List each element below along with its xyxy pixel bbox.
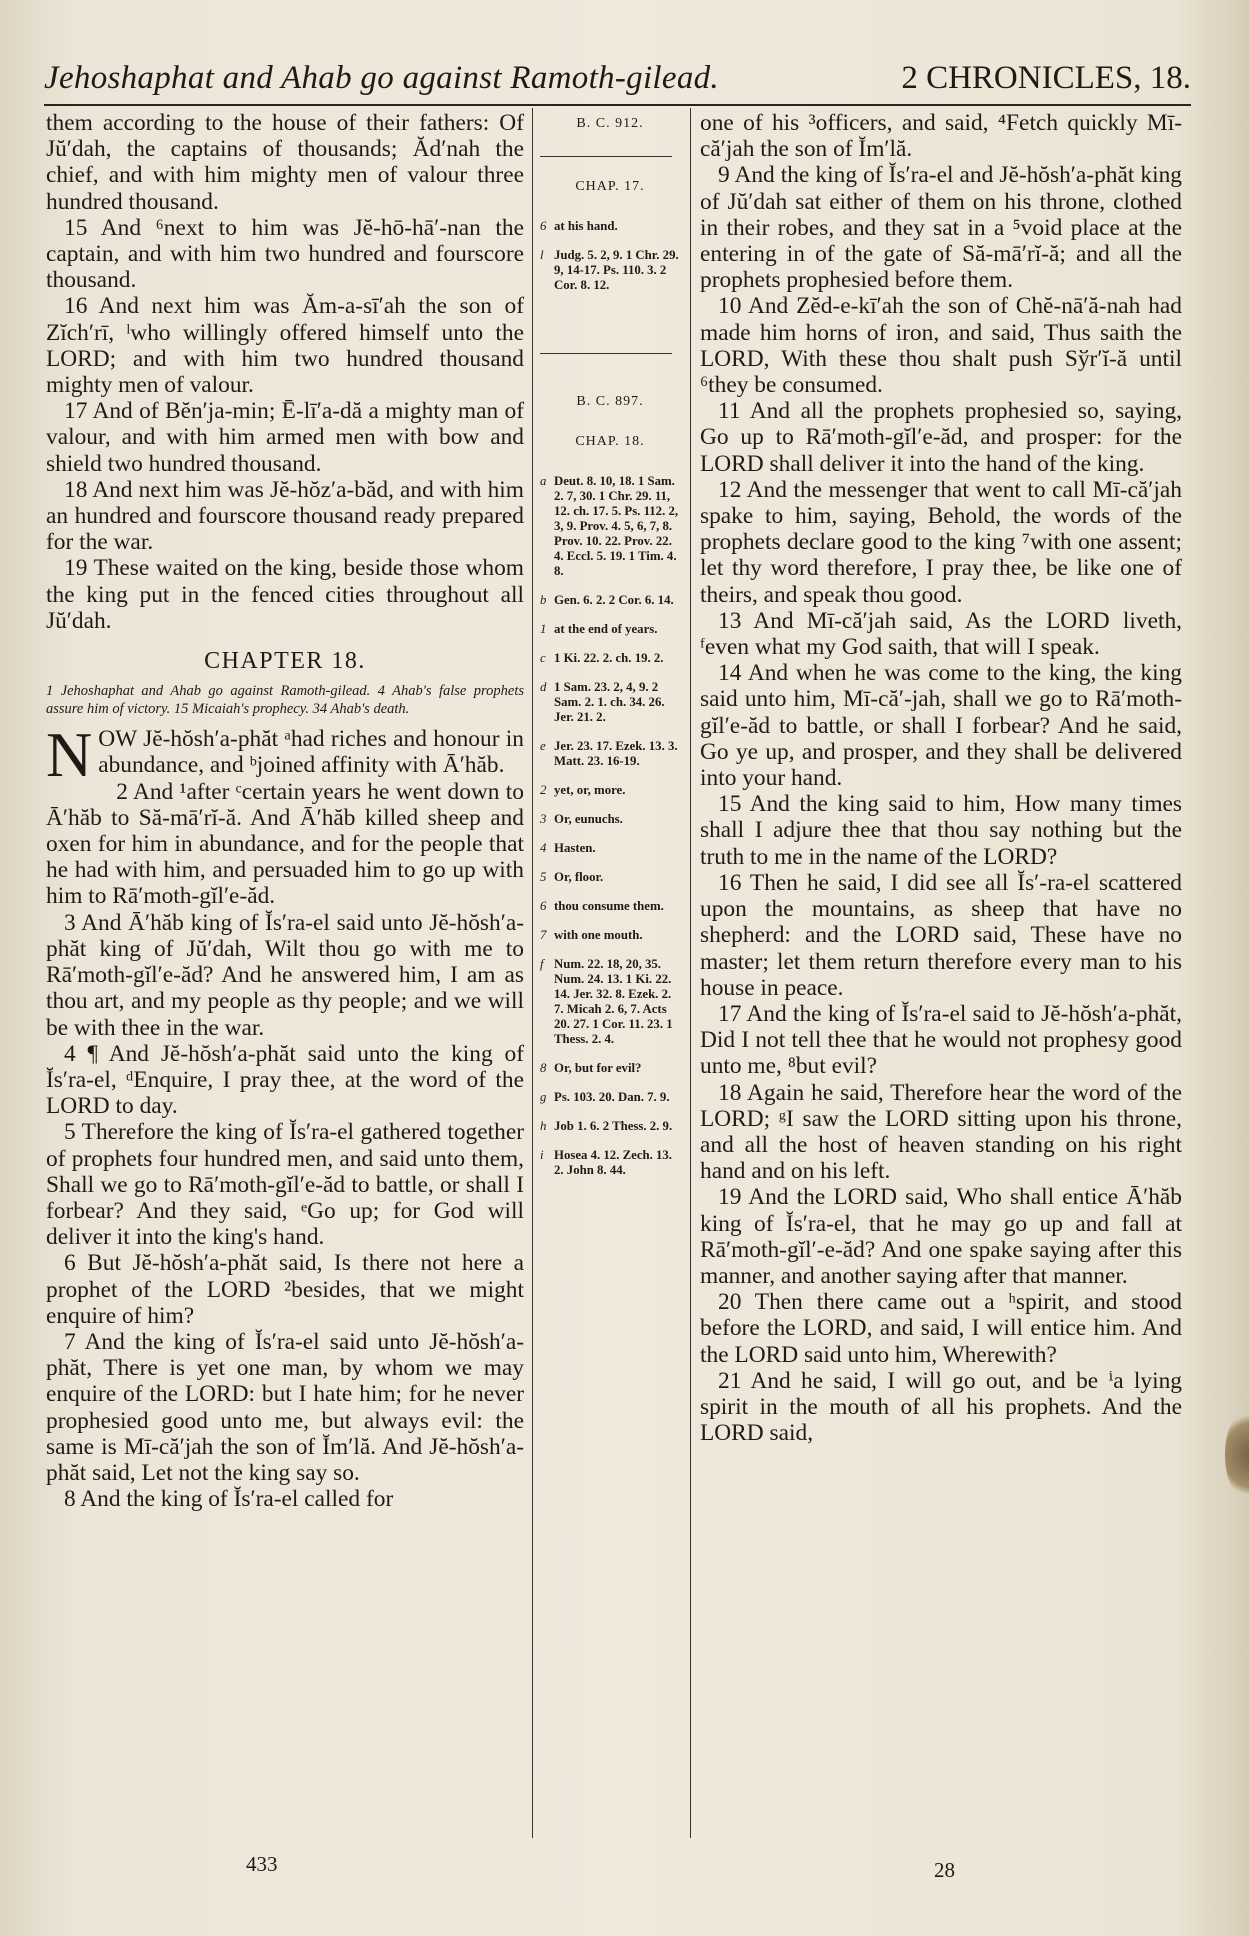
page-edge-stain (1225, 1410, 1249, 1500)
verse: 15 And the king said to him, How many times shall I adjure thee that thou say nothing but the truth to me in the name of the LORD? (700, 791, 1182, 870)
note-text: at the end of years. (554, 622, 658, 636)
ref-note (540, 1061, 680, 1076)
ref-note (540, 622, 680, 637)
note-text: with one mouth. (554, 928, 643, 942)
verse: 11 And all the prophets prophesied so, saying, Go up to Rā′moth-gĭl′e-ăd, and prosper: for the LORD shall deliver it into the hand of the king. (700, 398, 1182, 477)
chap-heading: CHAP. 18. (575, 434, 645, 449)
note-mark: g (540, 1090, 547, 1104)
ref-note (540, 1148, 680, 1178)
verse: 5 Therefore the king of Ĭs′ra-el gathered together of prophets four hundred men, and said unto them, Shall we go to Rā′moth-gĭl′e-ăd to battle, or shall I forbear? And they said, ᵉGo up; for God will deliver it into the king's hand. (46, 1119, 524, 1251)
note-mark: 7 (540, 928, 547, 942)
ref-note (540, 739, 680, 769)
verse: 18 And next him was Jĕ-hŏz′a-băd, and with him an hundred and fourscore thousand ready prepared for the war. (46, 476, 524, 556)
note-text: Hosea 4. 12. Zech. 13. 2. John 8. 44. (554, 1148, 673, 1177)
ref-note (540, 841, 680, 856)
drop-cap: N (46, 719, 93, 791)
note-text: Num. 22. 18, 20, 35. Num. 24. 13. 1 Ki. 22. 14. Jer. 32. 8. Ezek. 2. 7. Micah 2. 6, 7. Acts 20. 27. 1 Cor. 11. 23. 1 Thess. 2. 4. (554, 957, 673, 1046)
note-text: yet, or, more. (554, 783, 626, 797)
verse: 14 And when he was come to the king, the king said unto him, Mī-că′-jah, shall we go to Rā′moth-gĭl′e-ăd to battle, or shall I forbear? And he said, Go ye up, and prosper, and they shall be delivered into your hand. (700, 660, 1182, 792)
verse: 8 And the king of Ĭs′ra-el called for (64, 1486, 394, 1513)
book-reference: 2 CHRONICLES, 18. (901, 60, 1191, 96)
header-rule (44, 104, 1191, 106)
column-divider-left (532, 108, 533, 1838)
verse: 19 These waited on the king, beside those whom the king put in the fenced cities throughout all Jŭ′dah. (46, 555, 524, 634)
verse: 4 ¶ And Jĕ-hŏsh′a-phăt said unto the king of Ĭs′ra-el, ᵈEnquire, I pray thee, at the word of the LORD to day. (46, 1040, 524, 1120)
ref-note (540, 1119, 680, 1134)
verse-first (46, 719, 524, 791)
ref-rule (540, 156, 672, 157)
verse-first-text: OW Jĕ-hŏsh′a-phăt ᵃhad riches and honour in abundance, and ᵇjoined affinity with Ā′hăb. (98, 726, 524, 779)
ref-note (540, 957, 680, 1047)
note-text: 1 Sam. 23. 2, 4, 9. 2 Sam. 2. 1. ch. 34. 26. Jer. 21. 2. (554, 680, 665, 724)
verse: 16 And next him was Ăm-a-sī′ah the son of Zĭch′rī, ˡwho willingly offered himself unto the LORD; and with him two hundred thousand mighty men of valour. (46, 293, 524, 399)
ref-note (540, 899, 680, 914)
note-text: Or, eunuchs. (554, 812, 623, 826)
verse: 18 Again he said, Therefore hear the word of the LORD; ᵍI saw the LORD sitting upon his throne, and all the host of heaven standing on his right hand and on his left. (700, 1079, 1182, 1185)
note-text: Job 1. 6. 2 Thess. 2. 9. (554, 1119, 673, 1133)
verse: them according to the house of their fathers: Of Jŭ′dah, the captains of thousands; Ăd′nah the chief, and with him mighty men of valour three hundred thousand. (46, 110, 524, 215)
ref-note (540, 1090, 680, 1105)
note-mark: i (540, 1148, 544, 1162)
year-heading: B. C. 912. (576, 116, 644, 131)
note-mark: 4 (540, 841, 547, 855)
year-heading: B. C. 897. (576, 394, 644, 409)
page-number-right: 28 (934, 1858, 955, 1882)
ref-note (540, 248, 680, 293)
left-text-column (46, 110, 524, 1512)
note-mark: c (540, 651, 546, 665)
ref-note (540, 219, 680, 234)
running-title: Jehoshaphat and Ahab go against Ramoth-gilead. (44, 60, 719, 96)
ref-notes-list (540, 474, 680, 1178)
verse: 16 Then he said, I did see all Ĭs′-ra-el scattered upon the mountains, as sheep that have no shepherd: and the LORD said, These have no master; let them return therefore every man to his house in peace. (700, 869, 1182, 1001)
verse: 6 But Jĕ-hŏsh′a-phăt said, Is there not here a prophet of the LORD ²besides, that we might enquire of him? (46, 1250, 524, 1329)
ref-note (540, 651, 680, 666)
ref-note (540, 928, 680, 943)
note-mark: e (540, 739, 546, 753)
chapter-heading: CHAPTER 18. (204, 648, 366, 675)
verse: 17 And the king of Ĭs′ra-el said to Jĕ-hŏsh′a-phăt, Did I not tell thee that he would not prophesy good unto me, ⁸but evil? (700, 1000, 1182, 1080)
ref-note (540, 783, 680, 798)
verse: 17 And of Bĕn′ja-min; Ē-lī′a-dă a mighty man of valour, and with him armed men with bow and shield two hundred thousand. (46, 398, 524, 477)
chap-heading: CHAP. 17. (575, 179, 645, 194)
ref-note (540, 680, 680, 725)
note-mark: 6 (540, 219, 547, 233)
verse: one of his ³officers, and said, ⁴Fetch quickly Mī-că′jah the son of Ĭm′lă. (700, 110, 1182, 163)
verse: 13 And Mī-că′jah said, As the LORD liveth, ᶠeven what my God saith, that will I speak. (700, 607, 1182, 661)
verse: 7 And the king of Ĭs′ra-el said unto Jĕ-hŏsh′a-phăt, There is yet one man, by whom we may enquire of the LORD: but I hate him; for he never prophesied good unto me, but always evil: the same is Mī-că′jah the son of Ĭm′lă. And Jĕ-hŏsh′a-phăt said, Let not the king say so. (46, 1328, 524, 1486)
verse: 19 And the LORD said, Who shall entice Ā′hăb king of Ĭs′ra-el, that he may go up and fall at Rā′moth-gĭl′-e-ăd? And one spake saying after this manner, and another saying after that manner. (700, 1184, 1182, 1289)
page-header (44, 60, 1191, 106)
note-text: Or, but for evil? (554, 1061, 642, 1075)
note-text: Hasten. (554, 841, 596, 855)
note-text: Jer. 23. 17. Ezek. 13. 3. Matt. 23. 16-19. (554, 739, 678, 768)
verse: 21 And he said, I will go out, and be ⁱa lying spirit in the mouth of all his prophets. And the LORD said, (700, 1367, 1182, 1447)
note-text: Or, floor. (554, 870, 604, 884)
note-mark: l (540, 248, 544, 262)
note-mark: a (540, 474, 547, 488)
right-text-column (700, 110, 1182, 1446)
note-mark: 1 (540, 622, 547, 636)
ref-note (540, 474, 680, 579)
note-text: Gen. 6. 2. 2 Cor. 6. 14. (554, 593, 674, 607)
reference-column (540, 110, 680, 1196)
note-mark: 3 (540, 812, 547, 826)
verse: 2 And ¹after ᶜcertain years he went down to Ā′hăb to Să-mā′rĭ-ă. And Ā′hăb killed sheep and oxen for him in abundance, and for the people that he had with him, and persuaded him to go up with him to Rā′moth-gĭl′e-ăd. (46, 778, 524, 910)
note-mark: h (540, 1119, 547, 1133)
verse: 3 And Ā′hăb king of Ĭs′ra-el said unto Jĕ-hŏsh′a-phăt king of Jŭ′dah, Wilt thou go with me to Rā′moth-gĭl′e-ăd? And he answered him, I am as thou art, and my people as thy people; and we will be with thee in the war. (46, 909, 524, 1041)
ref-note (540, 812, 680, 827)
ref-group-chap17 (540, 116, 680, 354)
verse: 10 And Zĕd-e-kī′ah the son of Chĕ-nā′ă-nah had made him horns of iron, and said, Thus saith the LORD, With these thou shalt push Sўr′ĭ-ă until ⁶they be consumed. (700, 293, 1182, 399)
note-text: Ps. 103. 20. Dan. 7. 9. (554, 1090, 670, 1104)
ref-note (540, 593, 680, 608)
note-text: Judg. 5. 2, 9. 1 Chr. 29. 9, 14-17. Ps. 110. 3. 2 Cor. 8. 12. (554, 248, 679, 292)
ref-group-chap18 (540, 394, 680, 1178)
note-mark: d (540, 680, 547, 694)
note-text: thou consume them. (554, 899, 664, 913)
note-mark: 2 (540, 783, 547, 797)
note-text: 1 Ki. 22. 2. ch. 19. 2. (554, 651, 664, 665)
note-mark: 6 (540, 899, 547, 913)
ref-note (540, 870, 680, 885)
ref-rule (540, 353, 672, 354)
verse: 9 And the king of Ĭs′ra-el and Jĕ-hŏsh′a-phăt king of Jŭ′dah sat either of them on his throne, clothed in their robes, and they sat in a ⁵void place at the entering in of the gate of Să-mā′rĭ-ă; and all the prophets prophesied before them. (700, 162, 1182, 294)
verse: 15 And ⁶next to him was Jĕ-hō-hā′-nan the captain, and with him two hundred and fourscore thousand. (46, 214, 524, 294)
note-mark: f (540, 957, 544, 971)
note-mark: 5 (540, 870, 547, 884)
verse: 12 And the messenger that went to call Mī-că′jah spake to him, saying, Behold, the words of the prophets declare good to the king ⁷with one assent; let thy word therefore, I pray thee, be like one of theirs, and speak thou good. (700, 476, 1182, 608)
column-divider-right (690, 108, 691, 1838)
note-mark: 8 (540, 1061, 547, 1075)
note-mark: b (540, 593, 547, 607)
verse: 20 Then there came out a ʰspirit, and stood before the LORD, and said, I will entice him. And the LORD said unto him, Wherewith? (700, 1289, 1182, 1368)
page-number-left: 433 (246, 1852, 278, 1876)
note-text: Deut. 8. 10, 18. 1 Sam. 2. 7, 30. 1 Chr. 29. 11, 12. ch. 17. 5. Ps. 112. 2, 3, 9. Prov. 4. 5, 6, 7, 8. Prov. 10. 22. Prov. 22. 4. Eccl. 5. 19. 1 Tim. 4. 8. (554, 474, 679, 578)
chapter-summary: 1 Jehoshaphat and Ahab go against Ramoth-gilead. 4 Ahab's false prophets assure him of victory. 15 Micaiah's prophecy. 34 Ahab's death. (46, 683, 524, 718)
note-text: at his hand. (554, 219, 618, 233)
